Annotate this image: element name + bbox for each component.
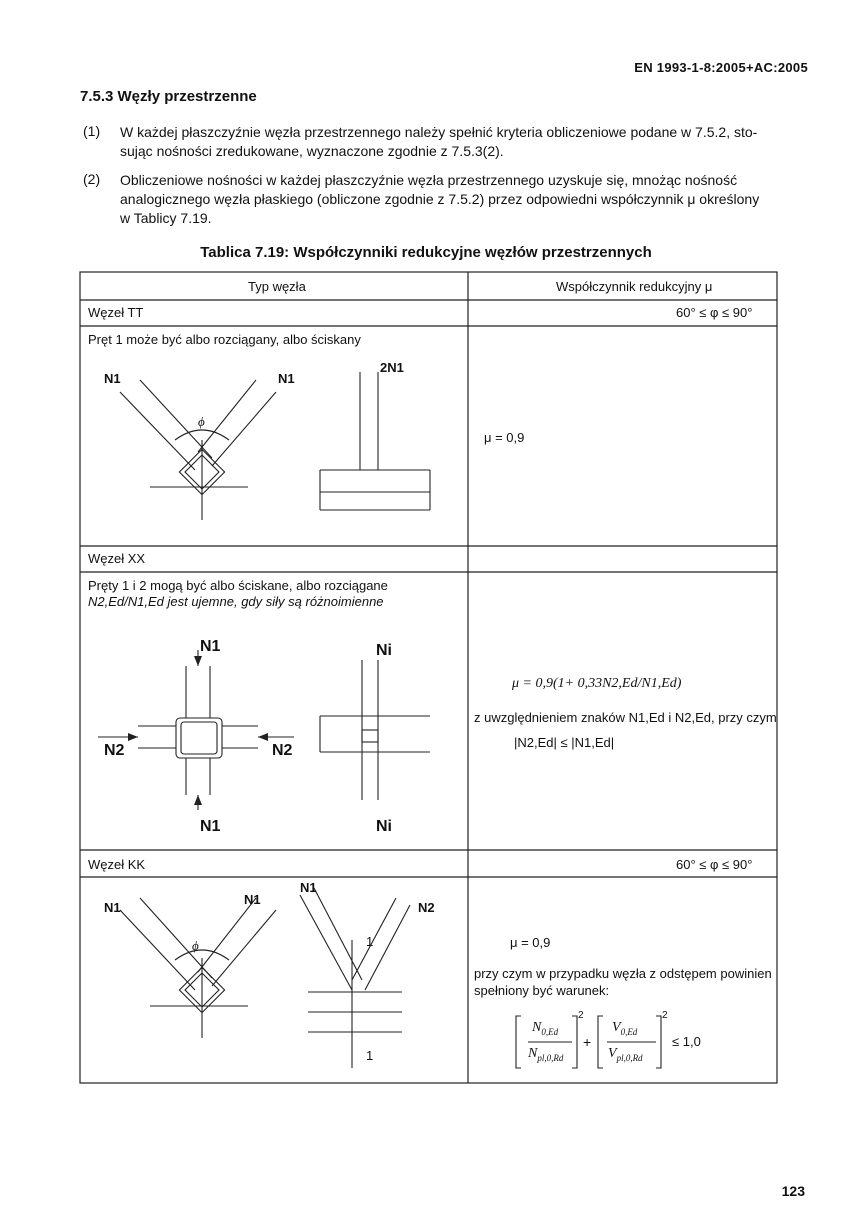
label-n1: N1 [104, 371, 121, 386]
tt-joint-drawing [120, 372, 430, 520]
formula-exponent: 2 [578, 1010, 584, 1021]
condition-xx-2: |N2,Ed| ≤ |N1,Ed| [514, 735, 615, 750]
label-ni: Ni [376, 818, 392, 835]
label-n1: N1 [200, 638, 221, 655]
label-n1: N1 [244, 892, 261, 907]
xx-joint-drawing [98, 650, 430, 810]
joint-name-kk: Węzeł KK [88, 857, 146, 872]
section-mark: 1 [366, 934, 374, 949]
range-tt: 60° ≤ φ ≤ 90° [676, 305, 753, 320]
label-n1: N1 [200, 818, 221, 835]
formula-plus: + [583, 1034, 592, 1050]
note-xx-2: N2,Ed/N1,Ed jest ujemne, gdy siły są różnoimienne [88, 594, 384, 609]
paragraph-line: analogicznego węzła płaskiego (obliczone zgodnie z 7.5.2) przez odpowiedni współczynnik μ określony [120, 191, 760, 207]
formula-exponent: 2 [662, 1010, 668, 1021]
condition-xx-1: z uwzględnieniem znaków N1,Ed i N2,Ed, przy czym [474, 710, 777, 725]
formula-denominator: $V_{pl,0,Rd}$ [608, 1046, 643, 1063]
section-mark: 1 [366, 1048, 374, 1063]
paragraph-line: sując nośności zredukowane, wyznaczone zgodnie z 7.5.3(2). [120, 143, 504, 159]
page-number: 123 [781, 1183, 805, 1199]
formula-denominator: $N_{pl,0,Rd}$ [528, 1046, 564, 1063]
section-title: 7.5.3 Węzły przestrzenne [80, 88, 257, 105]
paragraph-number: (1) [83, 123, 101, 139]
table-caption: Tablica 7.19: Współczynniki redukcyjne węzłów przestrzennych [200, 244, 652, 261]
condition-kk-2: spełniony być warunek: [474, 983, 610, 998]
range-kk: 60° ≤ φ ≤ 90° [676, 857, 753, 872]
label-phi: ϕ [198, 414, 205, 429]
label-n2: N2 [104, 742, 125, 759]
formula-numerator: $V_{0,Ed}$ [612, 1020, 638, 1037]
label-n1: N1 [104, 900, 121, 915]
formula-numerator: $N_{0,Ed}$ [532, 1020, 559, 1037]
label-ni: Ni [376, 642, 392, 659]
mu-kk: μ = 0,9 [510, 935, 551, 950]
label-n1: N1 [300, 880, 317, 895]
kk-joint-drawing [120, 888, 410, 1068]
joint-name-xx: Węzeł XX [88, 551, 146, 566]
label-n1: N1 [278, 371, 295, 386]
mu-xx: μ = 0,9(1+ 0,33N2,Ed/N1,Ed) [512, 676, 682, 691]
note-xx-1: Pręty 1 i 2 mogą być albo ściskane, albo rozciągane [88, 578, 388, 593]
paragraph-line: w Tablicy 7.19. [120, 210, 212, 226]
mu-tt: μ = 0,9 [484, 430, 525, 445]
col-header-joint-type: Typ węzła [248, 279, 306, 294]
label-2n1: 2N1 [380, 360, 404, 375]
paragraph-line: Obliczeniowe nośności w każdej płaszczyźnie węzła przestrzennego uzyskuje się, mnożąc nośność [120, 172, 738, 188]
condition-kk-1: przy czym w przypadku węzła z odstępem powinien [474, 966, 772, 981]
joint-name-tt: Węzeł TT [88, 305, 144, 320]
paragraph-line: W każdej płaszczyźnie węzła przestrzennego należy spełnić kryteria obliczeniowe podane w 7.5.2, sto- [120, 124, 758, 140]
label-n2: N2 [418, 900, 435, 915]
note-tt: Pręt 1 może być albo rozciągany, albo ściskany [88, 332, 361, 347]
col-header-reduction-factor: Współczynnik redukcyjny μ [556, 279, 713, 294]
label-n2: N2 [272, 742, 293, 759]
paragraph-number: (2) [83, 171, 101, 187]
standard-reference: EN 1993-1-8:2005+AC:2005 [634, 60, 808, 75]
label-phi: ϕ [192, 938, 199, 953]
formula-limit: ≤ 1,0 [672, 1034, 701, 1049]
